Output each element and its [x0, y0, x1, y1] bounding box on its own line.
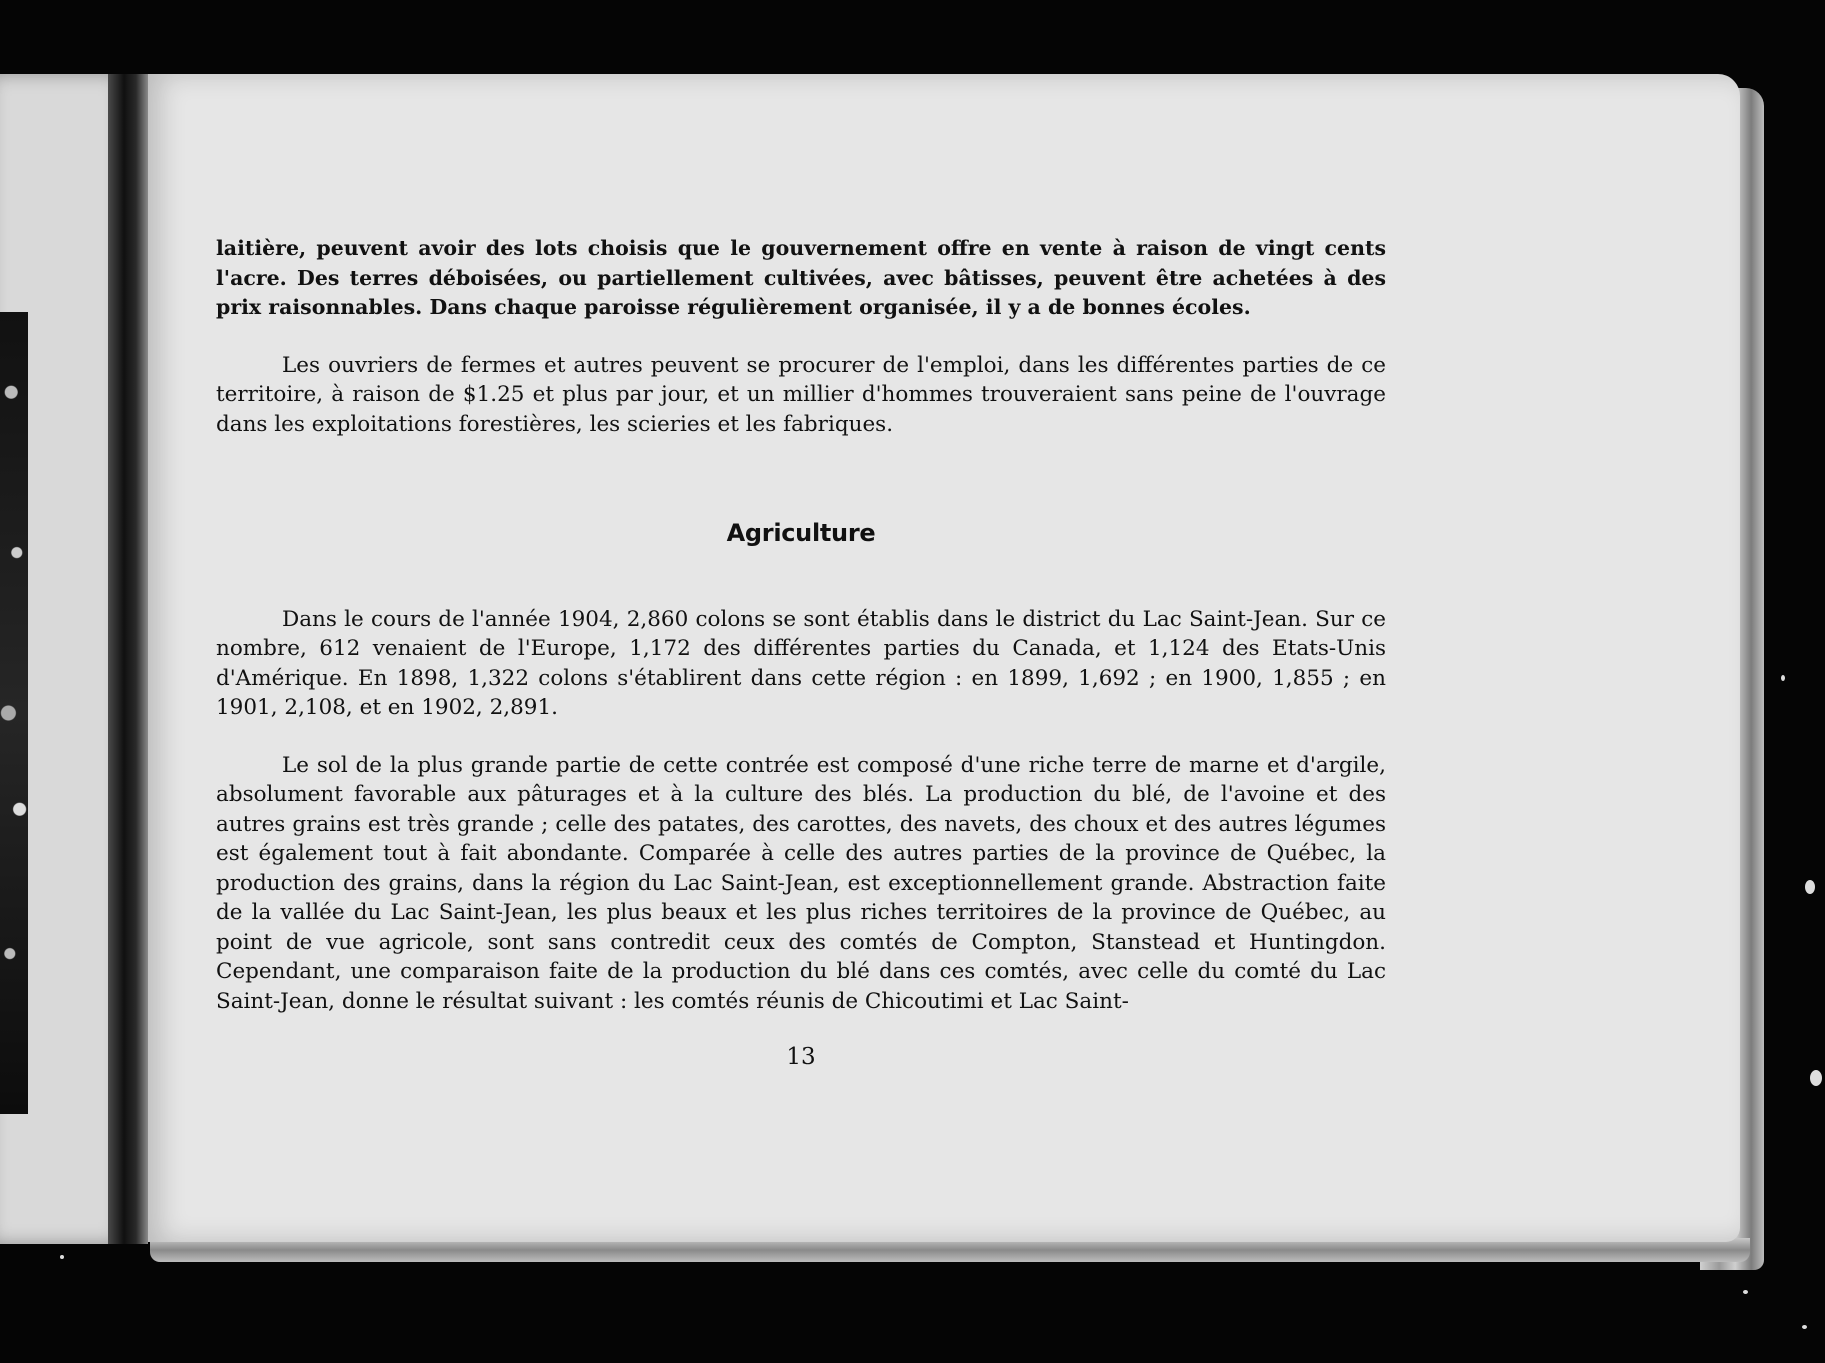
- section-heading: Agriculture: [726, 519, 876, 547]
- dust-speck: [60, 1255, 64, 1259]
- dust-speck: [1781, 675, 1785, 681]
- page-text-block: [216, 234, 1386, 1016]
- dust-speck: [1805, 880, 1815, 894]
- paragraph-soil: Le sol de la plus grande partie de cette contrée est composé d'une riche terre de marne et d'argile, absolument favorable aux pâturages et à la culture des blés. La production du blé, de l'avoine et des autres grains est très grande ; celle des patates, des carottes, des navets, des choux et des autres légumes est également tout à fait abondante. Comparée à celle des autres parties de la province de Québec, la production des grains, dans la région du Lac Saint-Jean, est exceptionnellement grande. Abstraction faite de la vallée du Lac Saint-Jean, les plus beaux et les plus riches territoires de la province de Québec, au point de vue agricole, sont sans contredit ceux des comtés de Compton, Stanstead et Huntingdon. Cependant, une comparaison faite de la production du blé dans ces comtés, avec celle du comté du Lac Saint-Jean, donne le résultat suivant : les comtés réunis de Chicoutimi et Lac Saint-: [216, 752, 1386, 1014]
- recto-page: [146, 74, 1740, 1242]
- dust-speck: [1810, 1070, 1822, 1086]
- paragraph-land-lots: laitière, peuvent avoir des lots choisis que le gouvernement offre en vente à raison de vingt cents l'acre. Des terres déboisées, ou partiellement cultivées, avec bâtisses, peuvent être achetées à des prix raisonnables. Dans chaque paroisse régulièrement organisée, il y a de bonnes écoles.: [216, 236, 1386, 319]
- dust-speck: [1743, 1290, 1748, 1294]
- paragraph-farm-workers: Les ouvriers de fermes et autres peuvent se procurer de l'emploi, dans les différentes parties de ce territoire, à raison de $1.25 et plus par jour, et un millier d'hommes trouveraient sans peine de l'ouvrage dans les exploitations forestières, les scieries et les fabriques.: [216, 352, 1386, 437]
- page-number: 13: [786, 1044, 816, 1070]
- dust-speck: [1802, 1325, 1807, 1329]
- paragraph-colonists: Dans le cours de l'année 1904, 2,860 colons se sont établis dans le district du Lac Saint-Jean. Sur ce nombre, 612 venaient de l'Europe, 1,172 des différentes parties du Canada, et 1,124 des Etats-Unis d'Amérique. En 1898, 1,322 colons s'établirent dans cette région : en 1899, 1,692 ; en 1900, 1,855 ; en 1901, 2,108, et en 1902, 2,891.: [216, 606, 1386, 720]
- left-page-photo-fragment: [0, 312, 28, 1114]
- book-gutter: [108, 74, 148, 1244]
